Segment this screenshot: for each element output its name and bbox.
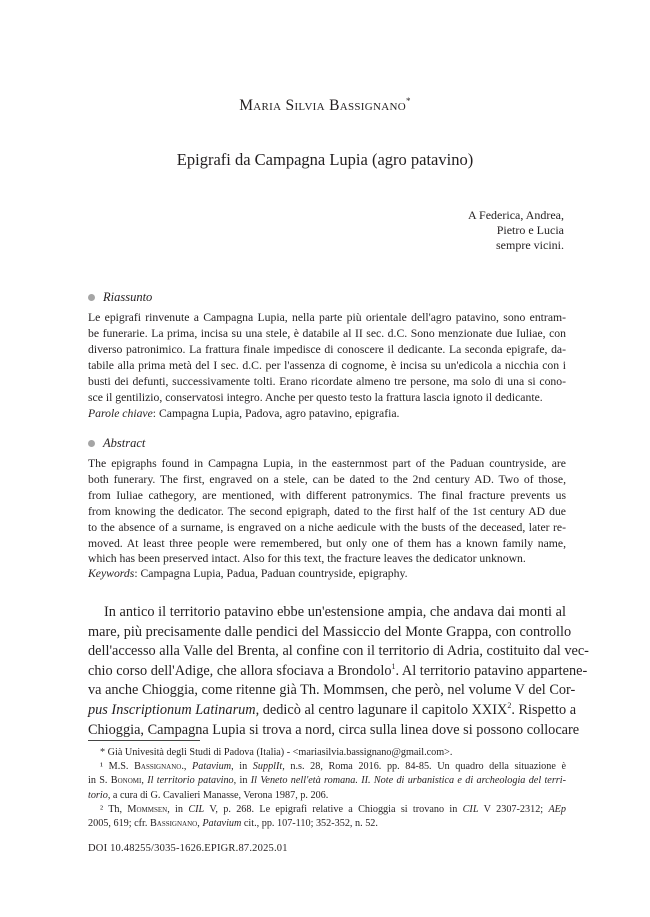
doi: DOI 10.48255/3035-1626.EPIGR.87.2025.01	[88, 843, 288, 854]
riassunto-line: tabile alla prima metà del I sec. d.C. per l'assenza di cognome, è incisa su un'edicola a nicchia con i	[88, 358, 566, 372]
riassunto-text	[88, 310, 566, 405]
body-line: pus Inscriptionum Latinarum, dedicò al centro lagunare il capitolo XXIX$^2$. Rispetto a	[88, 701, 577, 718]
footnote-rule	[88, 740, 200, 741]
bullet-icon	[88, 440, 95, 447]
body-line: Chioggia, Campagna Lupia si trova a nord, circa sulla linea dove si possono collocare	[88, 721, 580, 738]
footnote-1-cont: in S. Bonomi, Il territorio patavino, in Il Veneto nell'età romana. II. Note di urbanistica e di archeologia del terri-	[88, 775, 566, 787]
keywords: Keywords: Campagna Lupia, Padua, Paduan countryside, epigraphy.	[88, 567, 408, 580]
abstract-line: The epigraphs found in Campagna Lupia, in the easternmost part of the Paduan countryside, are	[88, 457, 566, 470]
body-text	[88, 603, 589, 740]
riassunto-line: be funerarie. La prima, incisa su una stele, è databile al II sec. d.C. Sono menzionate due Iuliae, con	[88, 326, 566, 340]
riassunto-line: busti dei defunti, successivamente tolti. Erano ricordate almeno tre persone, ma solo di una si cono-	[88, 374, 566, 388]
body-line: chio corso dell'Adige, che allora sfociava a Brondolo$^1$. Al territorio patavino appartene-	[88, 662, 588, 679]
abstract-line: moved. At least three people were remembered, but only one of them has a known family name,	[88, 536, 566, 550]
dedication-line: A Federica, Andrea,	[468, 208, 564, 222]
author-footnote-mark: *	[405, 96, 411, 106]
footnote-ref-2[interactable]: 2	[507, 701, 512, 711]
footnote-ref-1[interactable]: 1	[391, 662, 396, 672]
riassunto-line: Le epigrafi rinvenute a Campagna Lupia, nella parte più orientale dell'agro patavino, sono entram-	[88, 311, 566, 324]
abstract-line: to the absence of a surname, is engraved on a niche aedicule with the busts of the deceased, later re-	[88, 520, 566, 534]
riassunto-line: diverso patronimico. La frattura finale impedisce di conoscere il dedicante. La seconda epigrafe, da-	[88, 342, 566, 356]
abstract-heading: Abstract	[88, 436, 145, 451]
abstract-line: both funerary. The first, engraved on a stele, can be dated to the 2nd century AD. Two of those,	[88, 472, 566, 486]
footnote-author: * Già Univesità degli Studi di Padova (Italia) - <mariasilvia.bassignano@gmail.com>.	[100, 747, 453, 758]
riassunto-line: sce il gentilizio, conservatosi integro. Anche per questo testo la frattura lascia ignoto il dedicante.	[88, 390, 543, 404]
abstract-line: from knowing the dedicator. The second epigraph, dated to the first half of the 1st century AD due	[88, 504, 566, 518]
dedication	[468, 208, 564, 253]
footnote-2: ² Th, Mommsen, in CIL V, p. 268. Le epigrafi relative a Chioggia si trovano in CIL V 2307-2312; AEp	[100, 803, 566, 815]
dedication-line: Pietro e Lucia	[496, 223, 564, 237]
abstract-line: which has been preserved intact. Also for this text, the fracture leaves the dedicator unknown.	[88, 552, 526, 566]
body-line: dell'accesso alla Valle del Brenta, al confine con il territorio di Adria, costituito dal vec-	[88, 643, 589, 660]
abstract-text	[88, 456, 566, 567]
body-line: In antico il territorio patavino ebbe un'estensione ampia, che andava dai monti al	[104, 604, 566, 620]
footnotes	[88, 746, 566, 831]
abstract-line: from Iuliae cathegory, are mentioned, with different patronymics. The final fracture prevents us	[88, 488, 566, 502]
dedication-line: sempre vicini.	[496, 238, 564, 252]
footnote-1-cont: torio, a cura di G. Cavalieri Manasse, Verona 1987, p. 206.	[88, 789, 329, 801]
body-line: va anche Chioggia, come ritenne già Th. Mommsen, che però, nel volume V del Cor-	[88, 682, 576, 699]
footnote-2-cont: 2005, 619; cfr. Bassignano, Patavium cit., pp. 107-110; 352-352, n. 52.	[88, 818, 378, 830]
parole-chiave: Parole chiave: Campagna Lupia, Padova, agro patavino, epigrafia.	[88, 407, 400, 420]
body-line: mare, più precisamente dalle pendici del Massiccio del Monte Grappa, con controllo	[88, 623, 572, 640]
riassunto-heading: Riassunto	[88, 290, 152, 305]
paper-title: Epigrafi da Campagna Lupia (agro patavino)	[176, 150, 474, 169]
bullet-icon	[88, 294, 95, 301]
footnote-1: ¹ M.S. Bassignano., Patavium, in SupplIt, n.s. 28, Roma 2016. pp. 84-85. Un quadro della situazione è	[100, 761, 566, 773]
author-name: Maria Silvia Bassignano*	[239, 96, 411, 115]
